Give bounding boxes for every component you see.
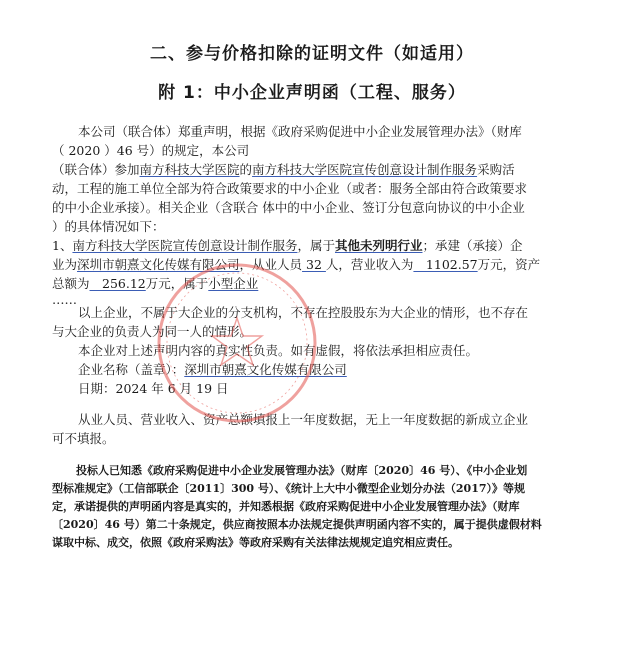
industry-name: 其他未列明行业 <box>334 238 423 253</box>
paragraph-line: （联合体）参加南方科技大学医院的南方科技大学医院宣传创意设计制作服务采购活 <box>52 162 515 177</box>
enterprise-item-line: 1、南方科技大学医院宣传创意设计制作服务，属于其他未列明行业；承建（承接）企 <box>52 238 523 253</box>
paragraph-line: 以上企业，不属于大企业的分支机构，不存在控股股东为大企业的情形，也不存在 <box>78 305 529 320</box>
note-line: 从业人员、营业收入、资产总额填报上一年度数据，无上一年度数据的新成立企业 <box>78 412 529 427</box>
project-name: 南方科技大学医院宣传创意设计制作服务 <box>72 238 298 253</box>
paragraph-line: 本企业对上述声明内容的真实性负责。如有虚假，将依法承担相应责任。 <box>78 343 479 358</box>
purchaser-name: 南方科技大学医院 <box>139 162 240 177</box>
assets-value: 256.12 <box>89 276 146 291</box>
date-line: 日期：2024 年 6 月 19 日 <box>78 381 229 396</box>
paragraph-line: ）的具体情况如下： <box>52 219 165 234</box>
staff-count: 32 <box>302 257 326 272</box>
enterprise-item-line: 总额为 256.12万元，属于小型企业 <box>52 276 259 291</box>
bidder-statement-line: 谋取中标、成交，依照《政府采购法》等政府采购有关法律法规规定追究相应责任。 <box>52 536 459 549</box>
project-name: 南方科技大学医院宣传创意设计制作服务 <box>252 162 478 177</box>
bidder-statement-line: 投标人已知悉《政府采购促进中小企业发展管理办法》（财库〔2020〕46 号）、《中小企业划 <box>76 464 528 477</box>
document-title: 附 1：中小企业声明函（工程、服务） <box>158 83 466 103</box>
bidder-statement-line: 型标准规定》（工信部联企〔2011〕300 号）、《统计上大中小微型企业划分办法（2017）》等规 <box>52 482 526 495</box>
bidder-statement-line: 〔2020〕46 号）第二十条规定，供应商按照本办法规定提供声明函内容不实的，属于提供虚假材料 <box>52 518 542 531</box>
company-name: 深圳市朝熹文化传媒有限公司 <box>184 362 347 377</box>
paragraph-line: 的中小企业承接）。相关企业（含联合 体中的中小企业、签订分包意向协议的中小企业 <box>52 200 525 215</box>
ellipsis: …… <box>52 292 77 307</box>
revenue-value: 1102.57 <box>413 257 478 272</box>
bidder-statement-line: 定，承诺提供的声明函内容是真实的，并知悉根据《政府采购促进中小企业发展管理办法》（财库 <box>52 500 520 513</box>
section-heading: 二、参与价格扣除的证明文件（如适用） <box>150 44 474 64</box>
note-line: 可不填报。 <box>52 431 115 446</box>
paragraph-line: （ 2020 ）46 号）的规定，本公司 <box>52 143 250 158</box>
paragraph-line: 本公司（联合体）郑重声明，根据《政府采购促进中小企业发展管理办法》（财库 <box>78 124 522 139</box>
enterprise-item-line: 业为深圳市朝熹文化传媒有限公司，从业人员 32 人，营业收入为 1102.57万元，资产 <box>52 257 541 272</box>
company-name: 深圳市朝熹文化传媒有限公司 <box>77 257 240 272</box>
paragraph-line: 动，工程的施工单位全部为符合政策要求的中小企业（或者：服务全部由符合政策要求 <box>52 181 528 196</box>
paragraph-line: 与大企业的负责人为同一人的情形。 <box>52 324 253 339</box>
enterprise-type: 小型企业 <box>208 276 259 291</box>
company-seal-line: 企业名称（盖章）：深圳市朝熹文化传媒有限公司 <box>78 362 347 377</box>
